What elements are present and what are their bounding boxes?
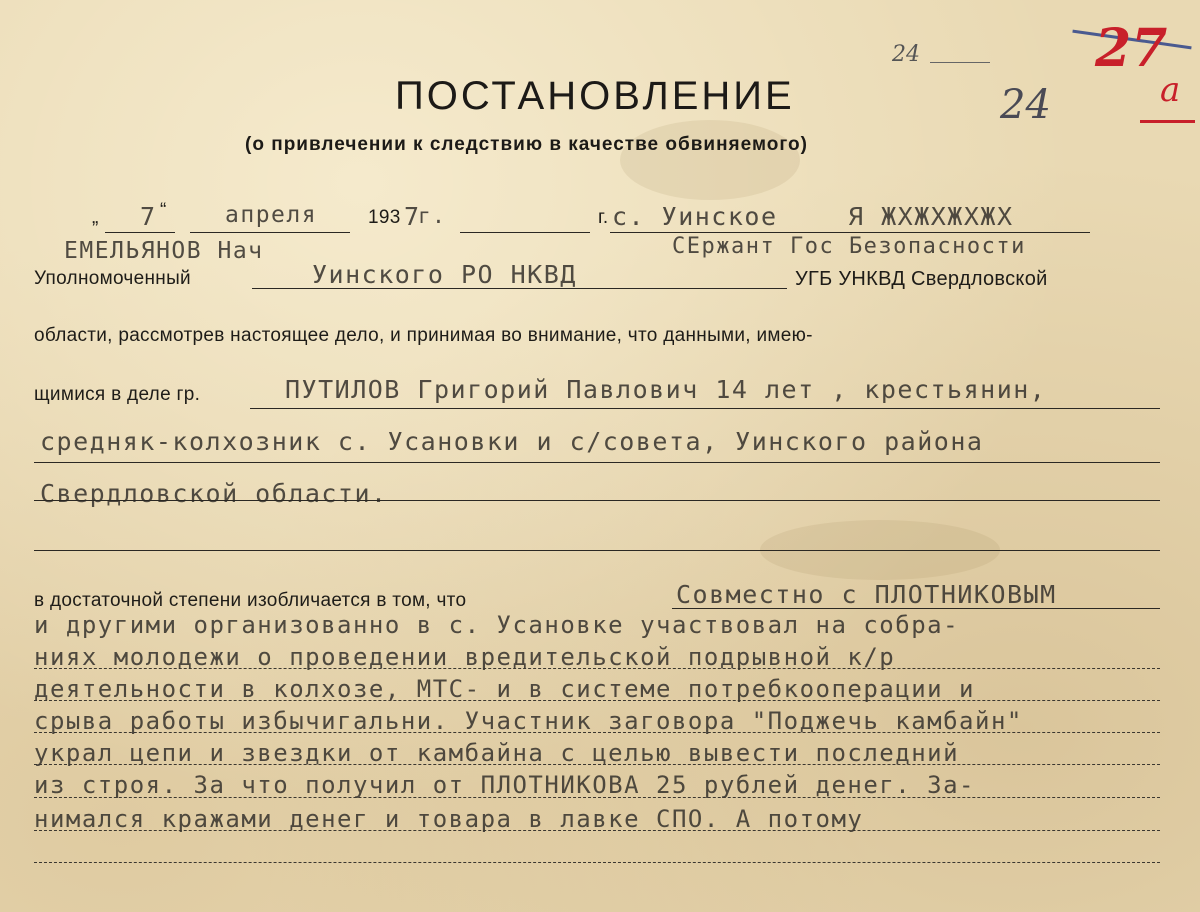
charge-line-7: из строя. За что получил от ПЛОТНИКОВА 25 рублей денег. За- (34, 771, 976, 799)
date-year-digit: 7 (404, 202, 421, 231)
date-day: 7 (140, 202, 157, 231)
document-title: ПОСТАНОВЛЕНИЕ (395, 74, 795, 118)
body-line-3: в достаточной степени изобличается в том, что (34, 590, 467, 611)
charge-line-4: деятельности в колхозе, МТС- и в системе потребкооперации и (34, 675, 976, 703)
charge-rule-3 (34, 732, 1160, 733)
date-close-quote: “ (160, 200, 167, 221)
place-underline (610, 232, 1090, 233)
charge-line-8: нимался кражами денег и товара в лавке СПО. А потому (34, 805, 864, 833)
officer-label: Уполномоченный (34, 268, 191, 289)
charge-rule-2 (34, 700, 1160, 701)
charge-line-3: ниях молодежи о проведении вредительской подрывной к/р (34, 643, 896, 671)
pencil-folio-top: 24 (892, 42, 920, 67)
officer-department: Уинского РО НКВД (312, 260, 577, 289)
accused-line-2: средняк-колхозник с. Усановки и с/совета, Уинского района (40, 427, 984, 456)
charge-rule-6 (34, 830, 1160, 831)
accused-line-3: Свердловской области. (40, 479, 388, 508)
date-year-suffix: г. (418, 204, 447, 228)
accused-underline-3 (34, 500, 1160, 501)
charge-rule-4 (34, 764, 1160, 765)
pencil-folio-right: 24 (1000, 82, 1051, 128)
document-subtitle: (о привлечении к следствию в качестве обвиняемого) (245, 134, 808, 155)
officer-name: ЕМЕЛЬЯНОВ Нач (64, 238, 264, 264)
charge-rule-1 (34, 668, 1160, 669)
date-year-prefix: 193 (368, 207, 401, 228)
officer-org: УГБ УНКВД Свердловской (795, 268, 1048, 290)
officer-rank: СЕржант Гос Безопасности (672, 234, 1026, 259)
date-month: апреля (225, 202, 318, 228)
red-folio-mark: 27 (1095, 18, 1168, 79)
charge-line-6: украл цепи и звездки от камбайна с целью вывести последний (34, 739, 960, 767)
red-underline (1140, 120, 1195, 123)
charge-underline-1 (672, 608, 1160, 609)
accused-line-1: ПУТИЛОВ Григорий Павлович 14 лет , крестьянин, (285, 375, 1047, 404)
pencil-folio-underline (930, 62, 990, 63)
charge-rule-5 (34, 797, 1160, 798)
blank-underline (34, 550, 1160, 551)
paper-stain (620, 120, 800, 200)
body-line-1: области, рассмотрев настоящее дело, и принимая во внимание, что данными, имею- (34, 325, 813, 346)
charge-line-1: Совместно с ПЛОТНИКОВЫМ (676, 580, 1057, 609)
date-place: с. Уинское (612, 202, 778, 231)
officer-underline (252, 288, 787, 289)
charge-line-2: и другими организованно в с. Усановке участвовал на собра- (34, 611, 960, 639)
charge-rule-7 (34, 862, 1160, 863)
charge-line-5: срыва работы избычигальни. Участник заговора "Поджечь камбайн" (34, 707, 1023, 735)
date-month-underline (190, 232, 350, 233)
struck-typing: Я ЖХЖХЖХЖХ (848, 202, 1014, 231)
red-folio-suffix: a (1160, 70, 1181, 110)
accused-underline-2 (34, 462, 1160, 463)
body-line-2: щимися в деле гр. (34, 384, 201, 405)
date-open-quote: „ (92, 207, 99, 228)
date-gap-underline (460, 232, 590, 233)
date-day-underline (105, 232, 175, 233)
place-prefix: г. (598, 207, 609, 228)
accused-underline-1 (250, 408, 1160, 409)
